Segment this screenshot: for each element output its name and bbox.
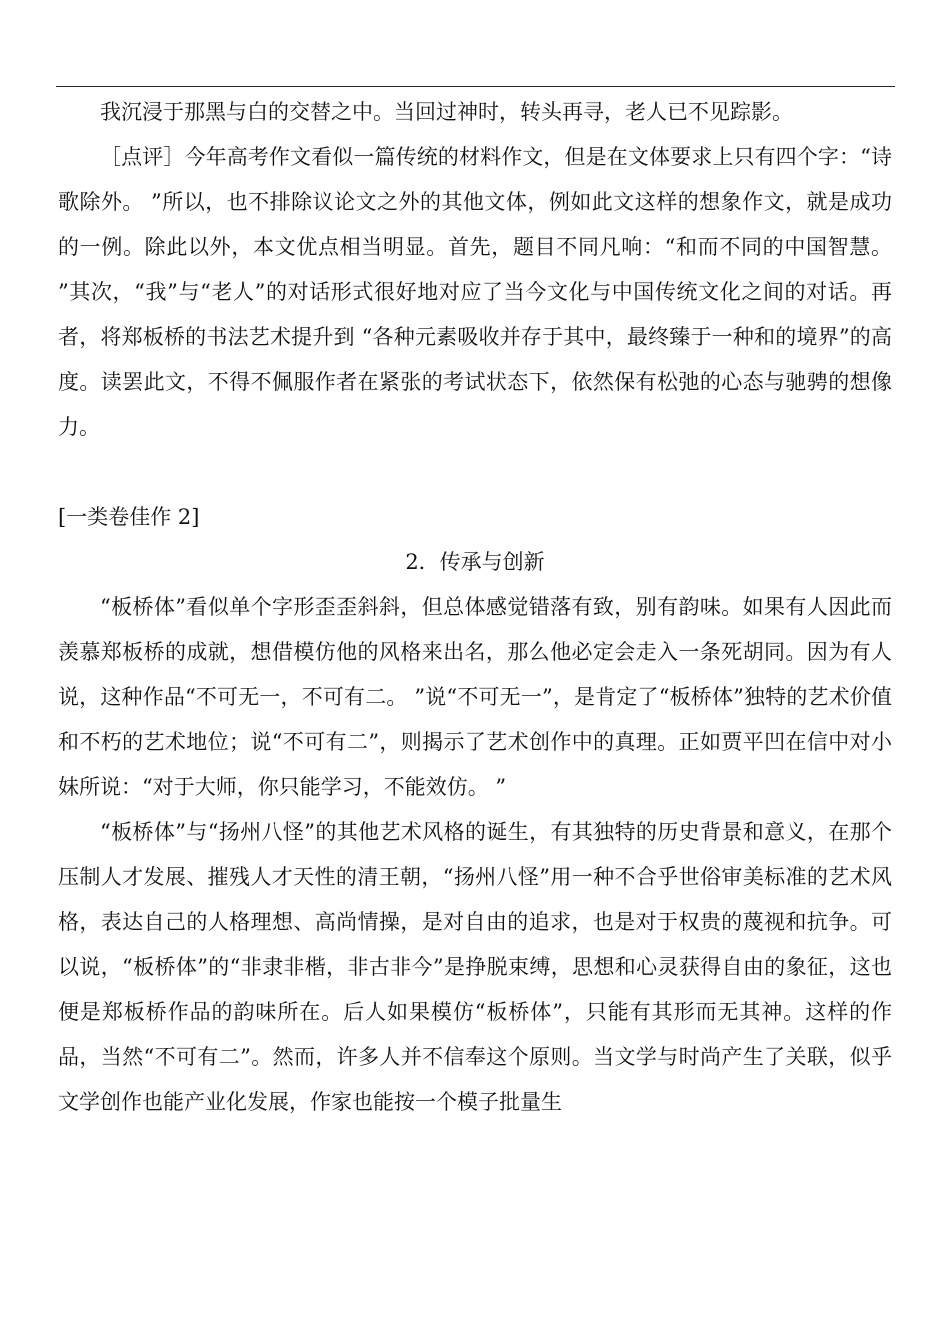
essay-paragraph-1: “板桥体”看似单个字形歪歪斜斜，但总体感觉错落有致，别有韵味。如果有人因此而羡慕郑板桥的成就，想借模仿他的风格来出名，那么他必定会走入一条死胡同。因为有人说，这种作品“不可无一，不可有二。 ”说“不可无一”，是肯定了“板桥体”独特的艺术价值和不朽的艺术地位；说“不可有二”，则揭示了艺术创作中的真理。正如贾平凹在信中对小妹所说：“对于大师，你只能学习，不能效仿。 ” [58, 595, 892, 799]
essay-title: 2．传承与创新 [405, 550, 545, 574]
commentary-paragraph: ［点评］今年高考作文看似一篇传统的材料作文，但是在文体要求上只有四个字：“诗歌除外。 ”所以，也不排除议论文之外的其他文体，例如此文这样的想象作文，就是成功的一例。除此以外，本文优点相当明显。首先，题目不同凡响：“和而不同的中国智慧。 ”其次，“我”与“老人”的对话形式很好地对应了当今文化与中国传统文化之间的对话。再者，将郑板桥的书法艺术提升到 “各种元素吸收并存于其中，最终臻于一种和的境界”的高度。读罢此文，不得不佩服作者在紧张的考试状态下，依然保有松弛的心态与驰骋的想像力。 [58, 145, 892, 439]
document-page [58, 90, 892, 1125]
closing-paragraph: 我沉浸于那黑与白的交替之中。当回过神时，转头再寻，老人已不见踪影。 [100, 100, 793, 124]
section-label: [一类卷佳作 2] [58, 505, 200, 529]
essay-paragraph-2: “板桥体”与“扬州八怪”的其他艺术风格的诞生，有其独特的历史背景和意义，在那个压制人才发展、摧残人才天性的清王朝，“扬州八怪”用一种不合乎世俗审美标准的艺术风格，表达自己的人格理想、高尚情操，是对自由的追求，也是对于权贵的蔑视和抗争。可以说，“板桥体”的“非隶非楷，非古非今”是挣脱束缚，思想和心灵获得自由的象征，这也便是郑板桥作品的韵味所在。后人如果模仿“板桥体”，只能有其形而无其神。这样的作品，当然“不可有二”。然而，许多人并不信奉这个原则。当文学与时尚产生了关联，似乎文学创作也能产业化发展，作家也能按一个模子批量生 [58, 820, 892, 1114]
header-rule [56, 86, 895, 87]
